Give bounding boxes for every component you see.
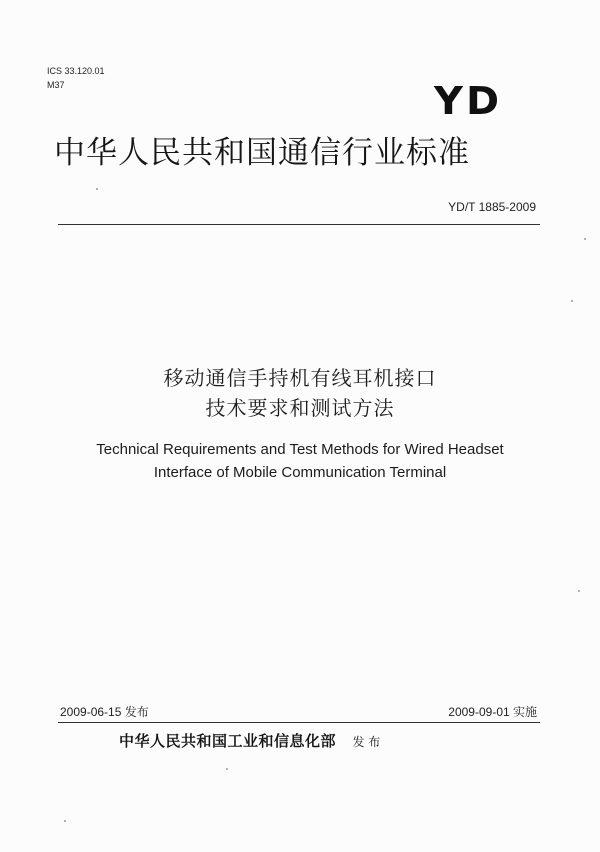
scan-speck <box>226 768 228 770</box>
classification-block <box>47 64 105 92</box>
chinese-title-line2: 技术要求和测试方法 <box>205 396 395 420</box>
scan-speck <box>64 820 66 822</box>
scan-speck <box>578 590 580 592</box>
scan-speck <box>571 300 573 302</box>
ics-code: ICS 33.120.01 <box>47 66 105 76</box>
yd-logo: YD <box>434 79 503 123</box>
english-title-line2: Interface of Mobile Communication Terminal <box>153 464 447 481</box>
scan-speck <box>584 238 586 240</box>
english-title-line1: Technical Requirements and Test Methods for Wired Headset <box>96 441 504 458</box>
issuer-line <box>119 730 380 751</box>
publish-date: 2009-06-15 发布 <box>60 705 149 719</box>
top-divider <box>58 224 540 225</box>
standard-number: YD/T 1885-2009 <box>448 200 536 214</box>
classification-code: M37 <box>47 80 65 90</box>
issuer-action: 发 布 <box>352 735 381 749</box>
bottom-divider <box>58 722 540 723</box>
scan-speck <box>96 188 98 190</box>
chinese-title-line1: 移动通信手持机有线耳机接口 <box>163 366 437 390</box>
issuer-name: 中华人民共和国工业和信息化部 <box>119 732 337 750</box>
organization-title: 中华人民共和国通信行业标准 <box>54 135 470 171</box>
implement-date: 2009-09-01 实施 <box>448 705 537 719</box>
